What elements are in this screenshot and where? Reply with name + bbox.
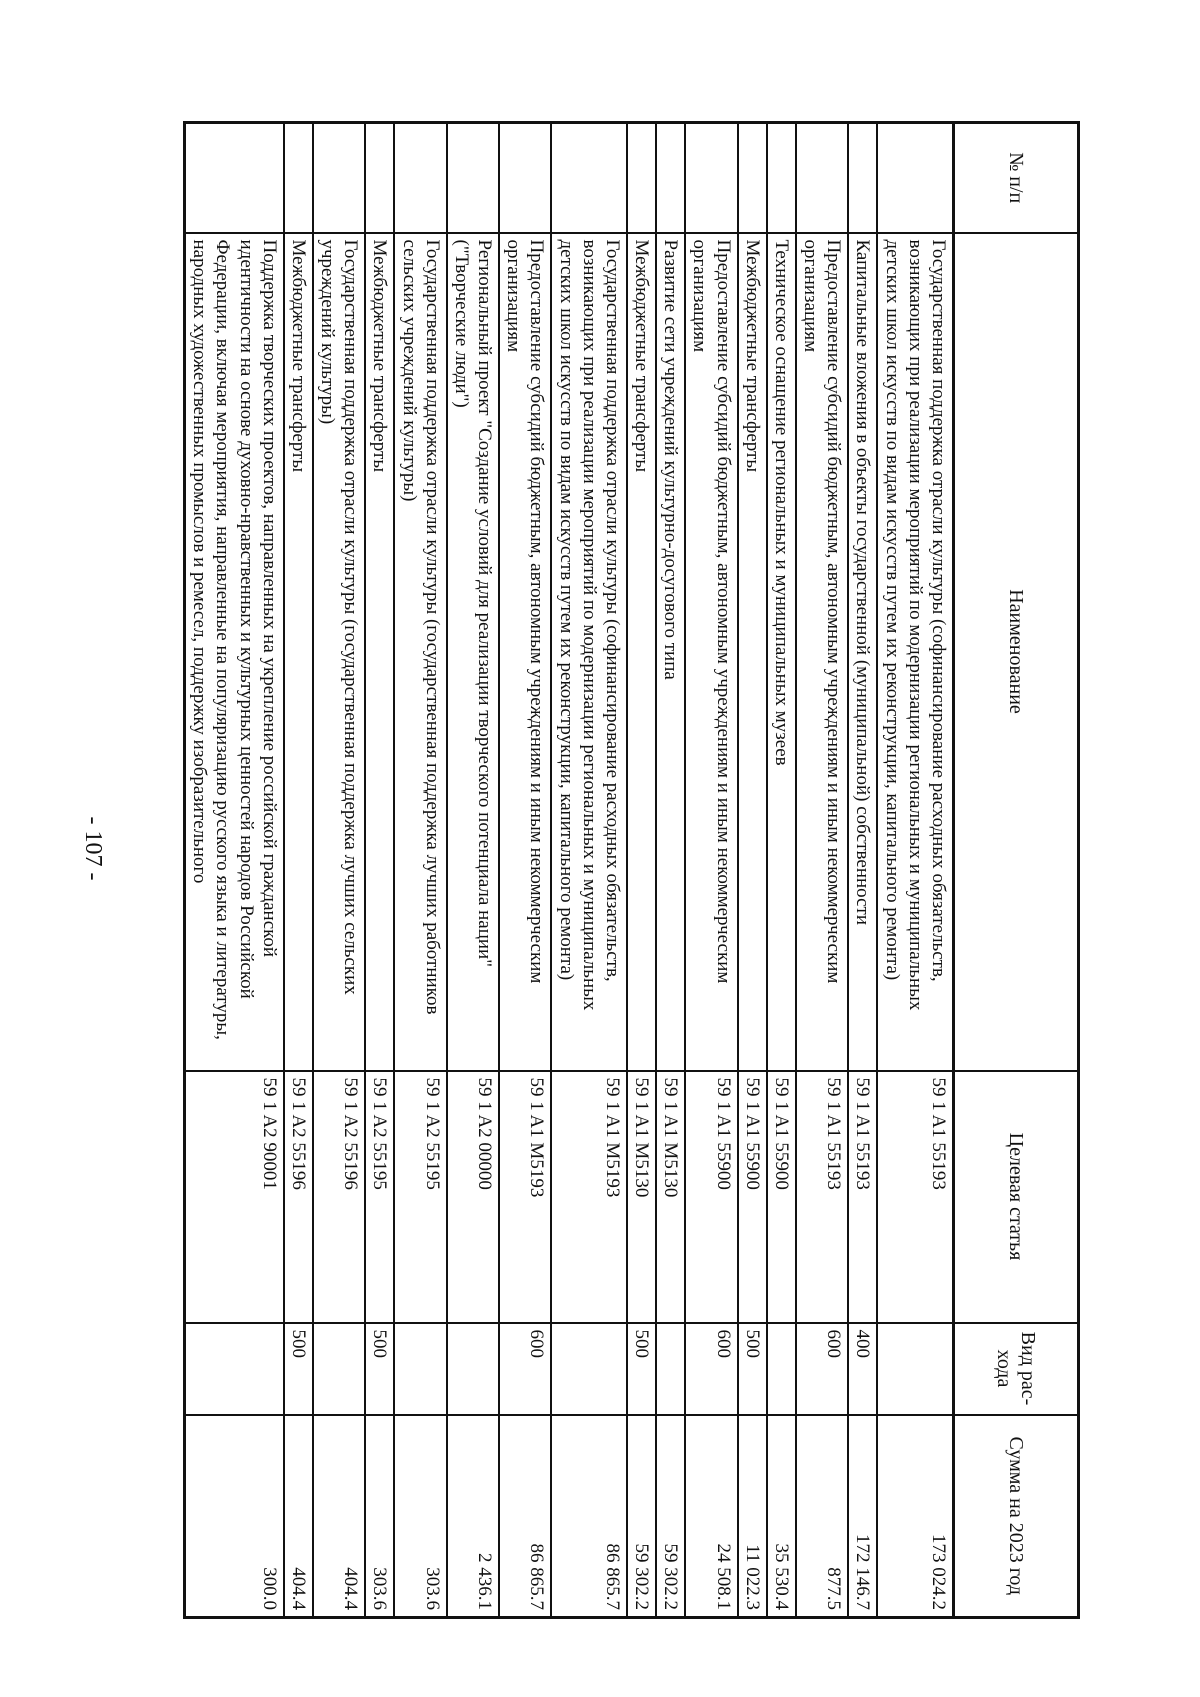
table-row xyxy=(185,123,284,1618)
table-body xyxy=(185,123,954,1618)
cell-code: 59 1 A1 55193 xyxy=(796,1071,848,1323)
cell-kind xyxy=(656,1323,685,1415)
cell-code: 59 1 A2 00000 xyxy=(447,1071,499,1323)
cell-kind: 600 xyxy=(796,1323,848,1415)
header-name: Наименование xyxy=(954,233,1079,1071)
cell-num xyxy=(877,123,953,233)
cell-name: Межбюджетные трансферты xyxy=(284,233,313,1071)
table-row xyxy=(551,123,627,1618)
cell-name: Капитальные вложения в объекты государственной (муниципальной) собственности xyxy=(848,233,877,1071)
cell-code: 59 1 A2 55196 xyxy=(313,1071,365,1323)
cell-code: 59 1 A1 55900 xyxy=(767,1071,796,1323)
table-row xyxy=(499,123,551,1618)
table-row xyxy=(656,123,685,1618)
cell-kind: 600 xyxy=(499,1323,551,1415)
cell-amount: 303.6 xyxy=(365,1415,394,1618)
cell-name: Развитие сети учреждений культурно-досугового типа xyxy=(656,233,685,1071)
cell-code: 59 1 A1 55900 xyxy=(685,1071,737,1323)
cell-amount: 59 302.2 xyxy=(627,1415,656,1618)
cell-num xyxy=(284,123,313,233)
cell-kind: 500 xyxy=(365,1323,394,1415)
cell-name: Государственная поддержка отрасли культуры (государственная поддержка лучших работников сельских учреждений культуры) xyxy=(394,233,446,1071)
cell-kind xyxy=(313,1323,365,1415)
table-row xyxy=(848,123,877,1618)
cell-amount: 877.5 xyxy=(796,1415,848,1618)
cell-code: 59 1 A2 55195 xyxy=(365,1071,394,1323)
cell-name: Межбюджетные трансферты xyxy=(627,233,656,1071)
cell-code: 59 1 A2 55195 xyxy=(394,1071,446,1323)
table-row xyxy=(365,123,394,1618)
cell-amount: 404.4 xyxy=(284,1415,313,1618)
cell-kind: 500 xyxy=(284,1323,313,1415)
table-row xyxy=(796,123,848,1618)
cell-num xyxy=(796,123,848,233)
cell-kind: 400 xyxy=(848,1323,877,1415)
cell-code: 59 1 A2 55196 xyxy=(284,1071,313,1323)
cell-code: 59 1 A1 M5130 xyxy=(656,1071,685,1323)
cell-num xyxy=(656,123,685,233)
cell-amount: 35 530.4 xyxy=(767,1415,796,1618)
cell-name: Предоставление субсидий бюджетным, автономным учреждениям и иным некоммерческим организациям xyxy=(796,233,848,1071)
cell-amount: 2 436.1 xyxy=(447,1415,499,1618)
cell-num xyxy=(365,123,394,233)
header-num: № п/п xyxy=(954,123,1079,233)
cell-kind: 500 xyxy=(627,1323,656,1415)
cell-name: Поддержка творческих проектов, направленных на укрепление российской гражданской идентичности на основе духовно-нравственных и культурных ценностей народов Российской Федерации, включая мероприятия, направленные на популяризацию русского языка и литературы, народных художественных промыслов и ремесел, поддержку изобразительного xyxy=(185,233,284,1071)
cell-num xyxy=(313,123,365,233)
cell-name: Государственная поддержка отрасли культуры (софинансирование расходных обязательств, возникающих при реализации мероприятий по модернизации региональных и муниципальных детских школ искусств по видам искусств путем их реконструкции, капитального ремонта) xyxy=(551,233,627,1071)
cell-kind xyxy=(394,1323,446,1415)
cell-num xyxy=(848,123,877,233)
cell-kind xyxy=(551,1323,627,1415)
cell-amount: 86 865.7 xyxy=(499,1415,551,1618)
table-header-row xyxy=(954,123,1079,1618)
cell-amount: 86 865.7 xyxy=(551,1415,627,1618)
header-amount: Сумма на 2023 год xyxy=(954,1415,1079,1618)
cell-name: Государственная поддержка отрасли культуры (государственная поддержка лучших сельских учреждений культуры) xyxy=(313,233,365,1071)
table-row xyxy=(738,123,767,1618)
table-row xyxy=(877,123,953,1618)
table-row xyxy=(284,123,313,1618)
cell-name: Предоставление субсидий бюджетным, автономным учреждениям и иным некоммерческим организациям xyxy=(499,233,551,1071)
budget-table xyxy=(183,121,1080,1619)
cell-kind xyxy=(767,1323,796,1415)
cell-name: Межбюджетные трансферты xyxy=(365,233,394,1071)
cell-amount: 59 302.2 xyxy=(656,1415,685,1618)
table-row xyxy=(447,123,499,1618)
cell-num xyxy=(738,123,767,233)
cell-amount: 24 508.1 xyxy=(685,1415,737,1618)
cell-amount: 173 024.2 xyxy=(877,1415,953,1618)
table-row xyxy=(313,123,365,1618)
cell-code: 59 1 A1 M5193 xyxy=(499,1071,551,1323)
cell-num xyxy=(627,123,656,233)
cell-name: Техническое оснащение региональных и муниципальных музеев xyxy=(767,233,796,1071)
cell-amount: 303.6 xyxy=(394,1415,446,1618)
cell-kind: 500 xyxy=(738,1323,767,1415)
header-kind: Вид рас-хода xyxy=(954,1323,1079,1415)
cell-amount: 404.4 xyxy=(313,1415,365,1618)
header-code: Целевая статья xyxy=(954,1071,1079,1323)
table-row xyxy=(685,123,737,1618)
cell-kind xyxy=(447,1323,499,1415)
cell-amount: 172 146.7 xyxy=(848,1415,877,1618)
cell-name: Межбюджетные трансферты xyxy=(738,233,767,1071)
cell-num xyxy=(394,123,446,233)
cell-name: Региональный проект "Создание условий для реализации творческого потенциала нации" ("Творческие люди") xyxy=(447,233,499,1071)
table-row xyxy=(394,123,446,1618)
cell-code: 59 1 A1 55193 xyxy=(877,1071,953,1323)
cell-kind xyxy=(185,1323,284,1415)
cell-kind xyxy=(877,1323,953,1415)
table-row xyxy=(627,123,656,1618)
cell-num xyxy=(185,123,284,233)
cell-code: 59 1 A1 55900 xyxy=(738,1071,767,1323)
table-row xyxy=(767,123,796,1618)
cell-amount: 300.0 xyxy=(185,1415,284,1618)
cell-name: Предоставление субсидий бюджетным, автономным учреждениям и иным некоммерческим организациям xyxy=(685,233,737,1071)
cell-amount: 11 022.3 xyxy=(738,1415,767,1618)
cell-name: Государственная поддержка отрасли культуры (софинансирование расходных обязательств, возникающих при реализации мероприятий по модернизации региональных и муниципальных детских школ искусств по видам искусств путем их реконструкции, капитального ремонта) xyxy=(877,233,953,1071)
page-number: - 107 - xyxy=(80,816,106,881)
cell-num xyxy=(447,123,499,233)
cell-code: 59 1 A1 M5193 xyxy=(551,1071,627,1323)
cell-code: 59 1 A1 55193 xyxy=(848,1071,877,1323)
cell-num xyxy=(551,123,627,233)
cell-kind: 600 xyxy=(685,1323,737,1415)
cell-code: 59 1 A1 M5130 xyxy=(627,1071,656,1323)
cell-code: 59 1 A2 90001 xyxy=(185,1071,284,1323)
cell-num xyxy=(767,123,796,233)
cell-num xyxy=(499,123,551,233)
cell-num xyxy=(685,123,737,233)
